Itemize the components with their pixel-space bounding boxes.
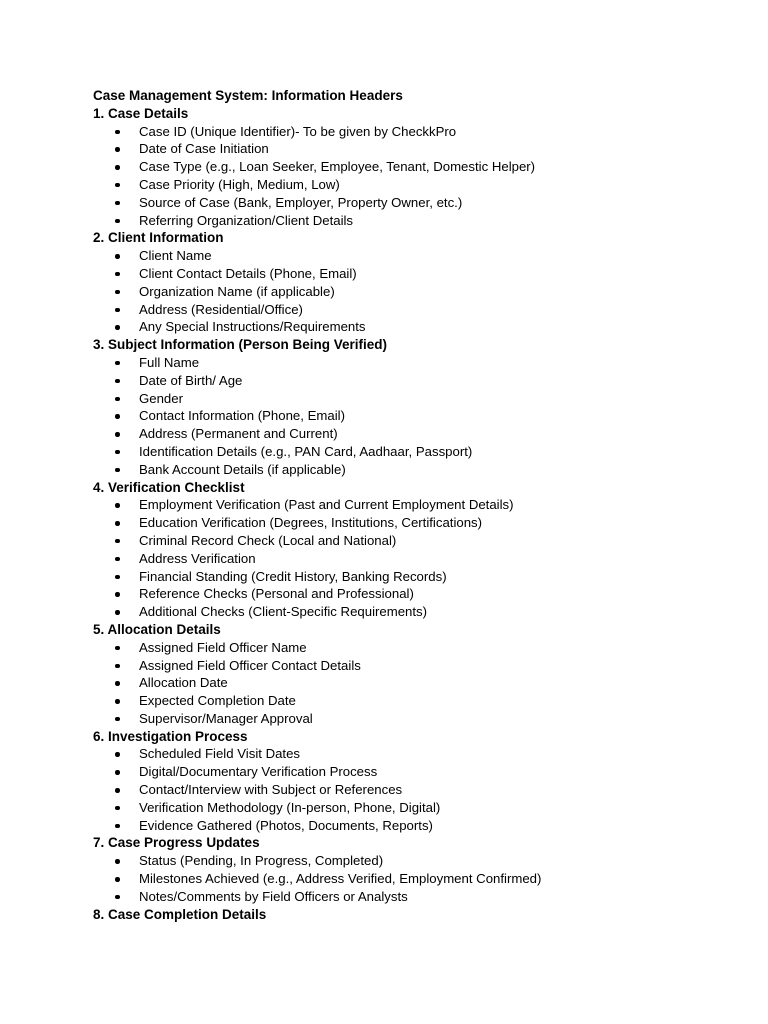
list-item-text: Employment Verification (Past and Current Employment Details) xyxy=(139,497,514,513)
list-item-text: Address Verification xyxy=(139,550,256,566)
list-item-text: Identification Details (e.g., PAN Card, Aadhaar, Passport) xyxy=(139,443,473,459)
list-item-text: Verification Methodology (In-person, Phone, Digital) xyxy=(139,799,441,815)
list-item-text: Education Verification (Degrees, Institutions, Certifications) xyxy=(139,515,483,531)
list-item xyxy=(93,674,733,692)
list-item xyxy=(93,585,733,603)
list-item xyxy=(93,870,733,888)
list-item xyxy=(93,657,733,675)
bullet-icon xyxy=(115,521,120,526)
bullet-icon xyxy=(115,770,120,775)
bullet-icon xyxy=(115,664,120,669)
bullet-list xyxy=(93,247,733,336)
list-item xyxy=(93,140,733,158)
section-heading: 4. Verification Checklist xyxy=(93,479,245,495)
bullet-icon xyxy=(115,717,120,722)
list-item xyxy=(93,781,733,799)
bullet-icon xyxy=(115,432,120,437)
list-item-text: Any Special Instructions/Requirements xyxy=(139,319,366,335)
section xyxy=(93,834,733,905)
bullet-icon xyxy=(115,219,120,224)
list-item xyxy=(93,710,733,728)
list-item-text: Expected Completion Date xyxy=(139,693,296,709)
bullet-icon xyxy=(115,468,120,473)
bullet-icon xyxy=(115,308,120,313)
list-item xyxy=(93,407,733,425)
bullet-icon xyxy=(115,699,120,704)
bullet-icon xyxy=(115,681,120,686)
list-item xyxy=(93,763,733,781)
list-item-text: Address (Residential/Office) xyxy=(139,301,303,317)
bullet-icon xyxy=(115,254,120,259)
section xyxy=(93,105,733,230)
list-item-text: Notes/Comments by Field Officers or Analysts xyxy=(139,888,408,904)
list-item xyxy=(93,692,733,710)
bullet-icon xyxy=(115,290,120,295)
list-item-text: Contact Information (Phone, Email) xyxy=(139,408,345,424)
bullet-icon xyxy=(115,147,120,152)
list-item xyxy=(93,158,733,176)
list-item-text: Contact/Interview with Subject or References xyxy=(139,782,403,798)
section-heading: 1. Case Details xyxy=(93,105,189,121)
section xyxy=(93,621,733,728)
bullet-icon xyxy=(115,183,120,188)
bullet-icon xyxy=(115,165,120,170)
section xyxy=(93,906,733,924)
list-item-text: Milestones Achieved (e.g., Address Verified, Employment Confirmed) xyxy=(139,871,542,887)
list-item xyxy=(93,194,733,212)
list-item-text: Reference Checks (Personal and Professional) xyxy=(139,586,414,602)
bullet-icon xyxy=(115,806,120,811)
list-item xyxy=(93,123,733,141)
list-item xyxy=(93,888,733,906)
list-item-text: Assigned Field Officer Contact Details xyxy=(139,657,361,673)
bullet-icon xyxy=(115,752,120,757)
list-item-text: Organization Name (if applicable) xyxy=(139,283,335,299)
list-item xyxy=(93,176,733,194)
section-heading: 2. Client Information xyxy=(93,230,224,246)
section xyxy=(93,479,733,621)
bullet-icon xyxy=(115,877,120,882)
list-item-text: Status (Pending, In Progress, Completed) xyxy=(139,853,384,869)
list-item xyxy=(93,817,733,835)
bullet-icon xyxy=(115,130,120,135)
bullet-icon xyxy=(115,272,120,277)
list-item xyxy=(93,514,733,532)
list-item-text: Scheduled Field Visit Dates xyxy=(139,746,301,762)
list-item-text: Supervisor/Manager Approval xyxy=(139,710,313,726)
list-item xyxy=(93,354,733,372)
bullet-list xyxy=(93,745,733,834)
bullet-icon xyxy=(115,379,120,384)
bullet-icon xyxy=(115,557,120,562)
list-item-text: Assigned Field Officer Name xyxy=(139,639,307,655)
list-item-text: Case ID (Unique Identifier)- To be given by CheckkPro xyxy=(139,123,457,139)
list-item-text: Financial Standing (Credit History, Banking Records) xyxy=(139,568,447,584)
list-item-text: Date of Birth/ Age xyxy=(139,372,243,388)
list-item-text: Digital/Documentary Verification Process xyxy=(139,764,378,780)
list-item xyxy=(93,318,733,336)
bullet-list xyxy=(93,496,733,621)
list-item-text: Criminal Record Check (Local and National) xyxy=(139,532,397,548)
document-title: Case Management System: Information Headers xyxy=(93,88,403,103)
list-item-text: Case Type (e.g., Loan Seeker, Employee, Tenant, Domestic Helper) xyxy=(139,159,536,175)
list-item-text: Referring Organization/Client Details xyxy=(139,212,354,228)
document-content xyxy=(93,87,733,923)
bullet-icon xyxy=(115,414,120,419)
list-item xyxy=(93,265,733,283)
bullet-icon xyxy=(115,397,120,402)
section xyxy=(93,728,733,835)
section-heading: 8. Case Completion Details xyxy=(93,906,267,922)
section-heading: 3. Subject Information (Person Being Verified) xyxy=(93,337,388,353)
list-item xyxy=(93,496,733,514)
section-heading: 7. Case Progress Updates xyxy=(93,835,260,851)
section xyxy=(93,336,733,478)
section-heading: 5. Allocation Details xyxy=(93,621,221,637)
list-item-text: Address (Permanent and Current) xyxy=(139,426,338,442)
list-item-text: Additional Checks (Client-Specific Requirements) xyxy=(139,604,428,620)
list-item xyxy=(93,425,733,443)
list-item xyxy=(93,639,733,657)
list-item xyxy=(93,443,733,461)
bullet-icon xyxy=(115,539,120,544)
bullet-icon xyxy=(115,788,120,793)
list-item-text: Client Contact Details (Phone, Email) xyxy=(139,265,357,281)
bullet-icon xyxy=(115,361,120,366)
list-item xyxy=(93,532,733,550)
list-item-text: Client Name xyxy=(139,248,212,264)
list-item xyxy=(93,372,733,390)
list-item xyxy=(93,283,733,301)
list-item-text: Allocation Date xyxy=(139,675,228,691)
bullet-icon xyxy=(115,450,120,455)
bullet-icon xyxy=(115,824,120,829)
list-item-text: Bank Account Details (if applicable) xyxy=(139,461,346,477)
bullet-list xyxy=(93,123,733,230)
list-item xyxy=(93,603,733,621)
bullet-icon xyxy=(115,646,120,651)
list-item-text: Date of Case Initiation xyxy=(139,141,269,157)
list-item xyxy=(93,301,733,319)
list-item xyxy=(93,745,733,763)
list-item xyxy=(93,212,733,230)
list-item xyxy=(93,568,733,586)
list-item xyxy=(93,852,733,870)
bullet-icon xyxy=(115,895,120,900)
bullet-list xyxy=(93,354,733,479)
list-item-text: Case Priority (High, Medium, Low) xyxy=(139,176,340,192)
bullet-icon xyxy=(115,592,120,597)
list-item xyxy=(93,799,733,817)
bullet-list xyxy=(93,639,733,728)
section xyxy=(93,229,733,336)
bullet-list xyxy=(93,852,733,905)
list-item-text: Source of Case (Bank, Employer, Property Owner, etc.) xyxy=(139,194,463,210)
list-item xyxy=(93,247,733,265)
bullet-icon xyxy=(115,325,120,330)
list-item xyxy=(93,461,733,479)
bullet-icon xyxy=(115,610,120,615)
list-item-text: Evidence Gathered (Photos, Documents, Reports) xyxy=(139,817,433,833)
list-item-text: Full Name xyxy=(139,354,200,370)
section-heading: 6. Investigation Process xyxy=(93,728,248,744)
bullet-icon xyxy=(115,859,120,864)
list-item xyxy=(93,390,733,408)
list-item xyxy=(93,550,733,568)
bullet-icon xyxy=(115,201,120,206)
list-item-text: Gender xyxy=(139,390,183,406)
sections-container xyxy=(93,105,733,924)
bullet-icon xyxy=(115,503,120,508)
bullet-icon xyxy=(115,575,120,580)
